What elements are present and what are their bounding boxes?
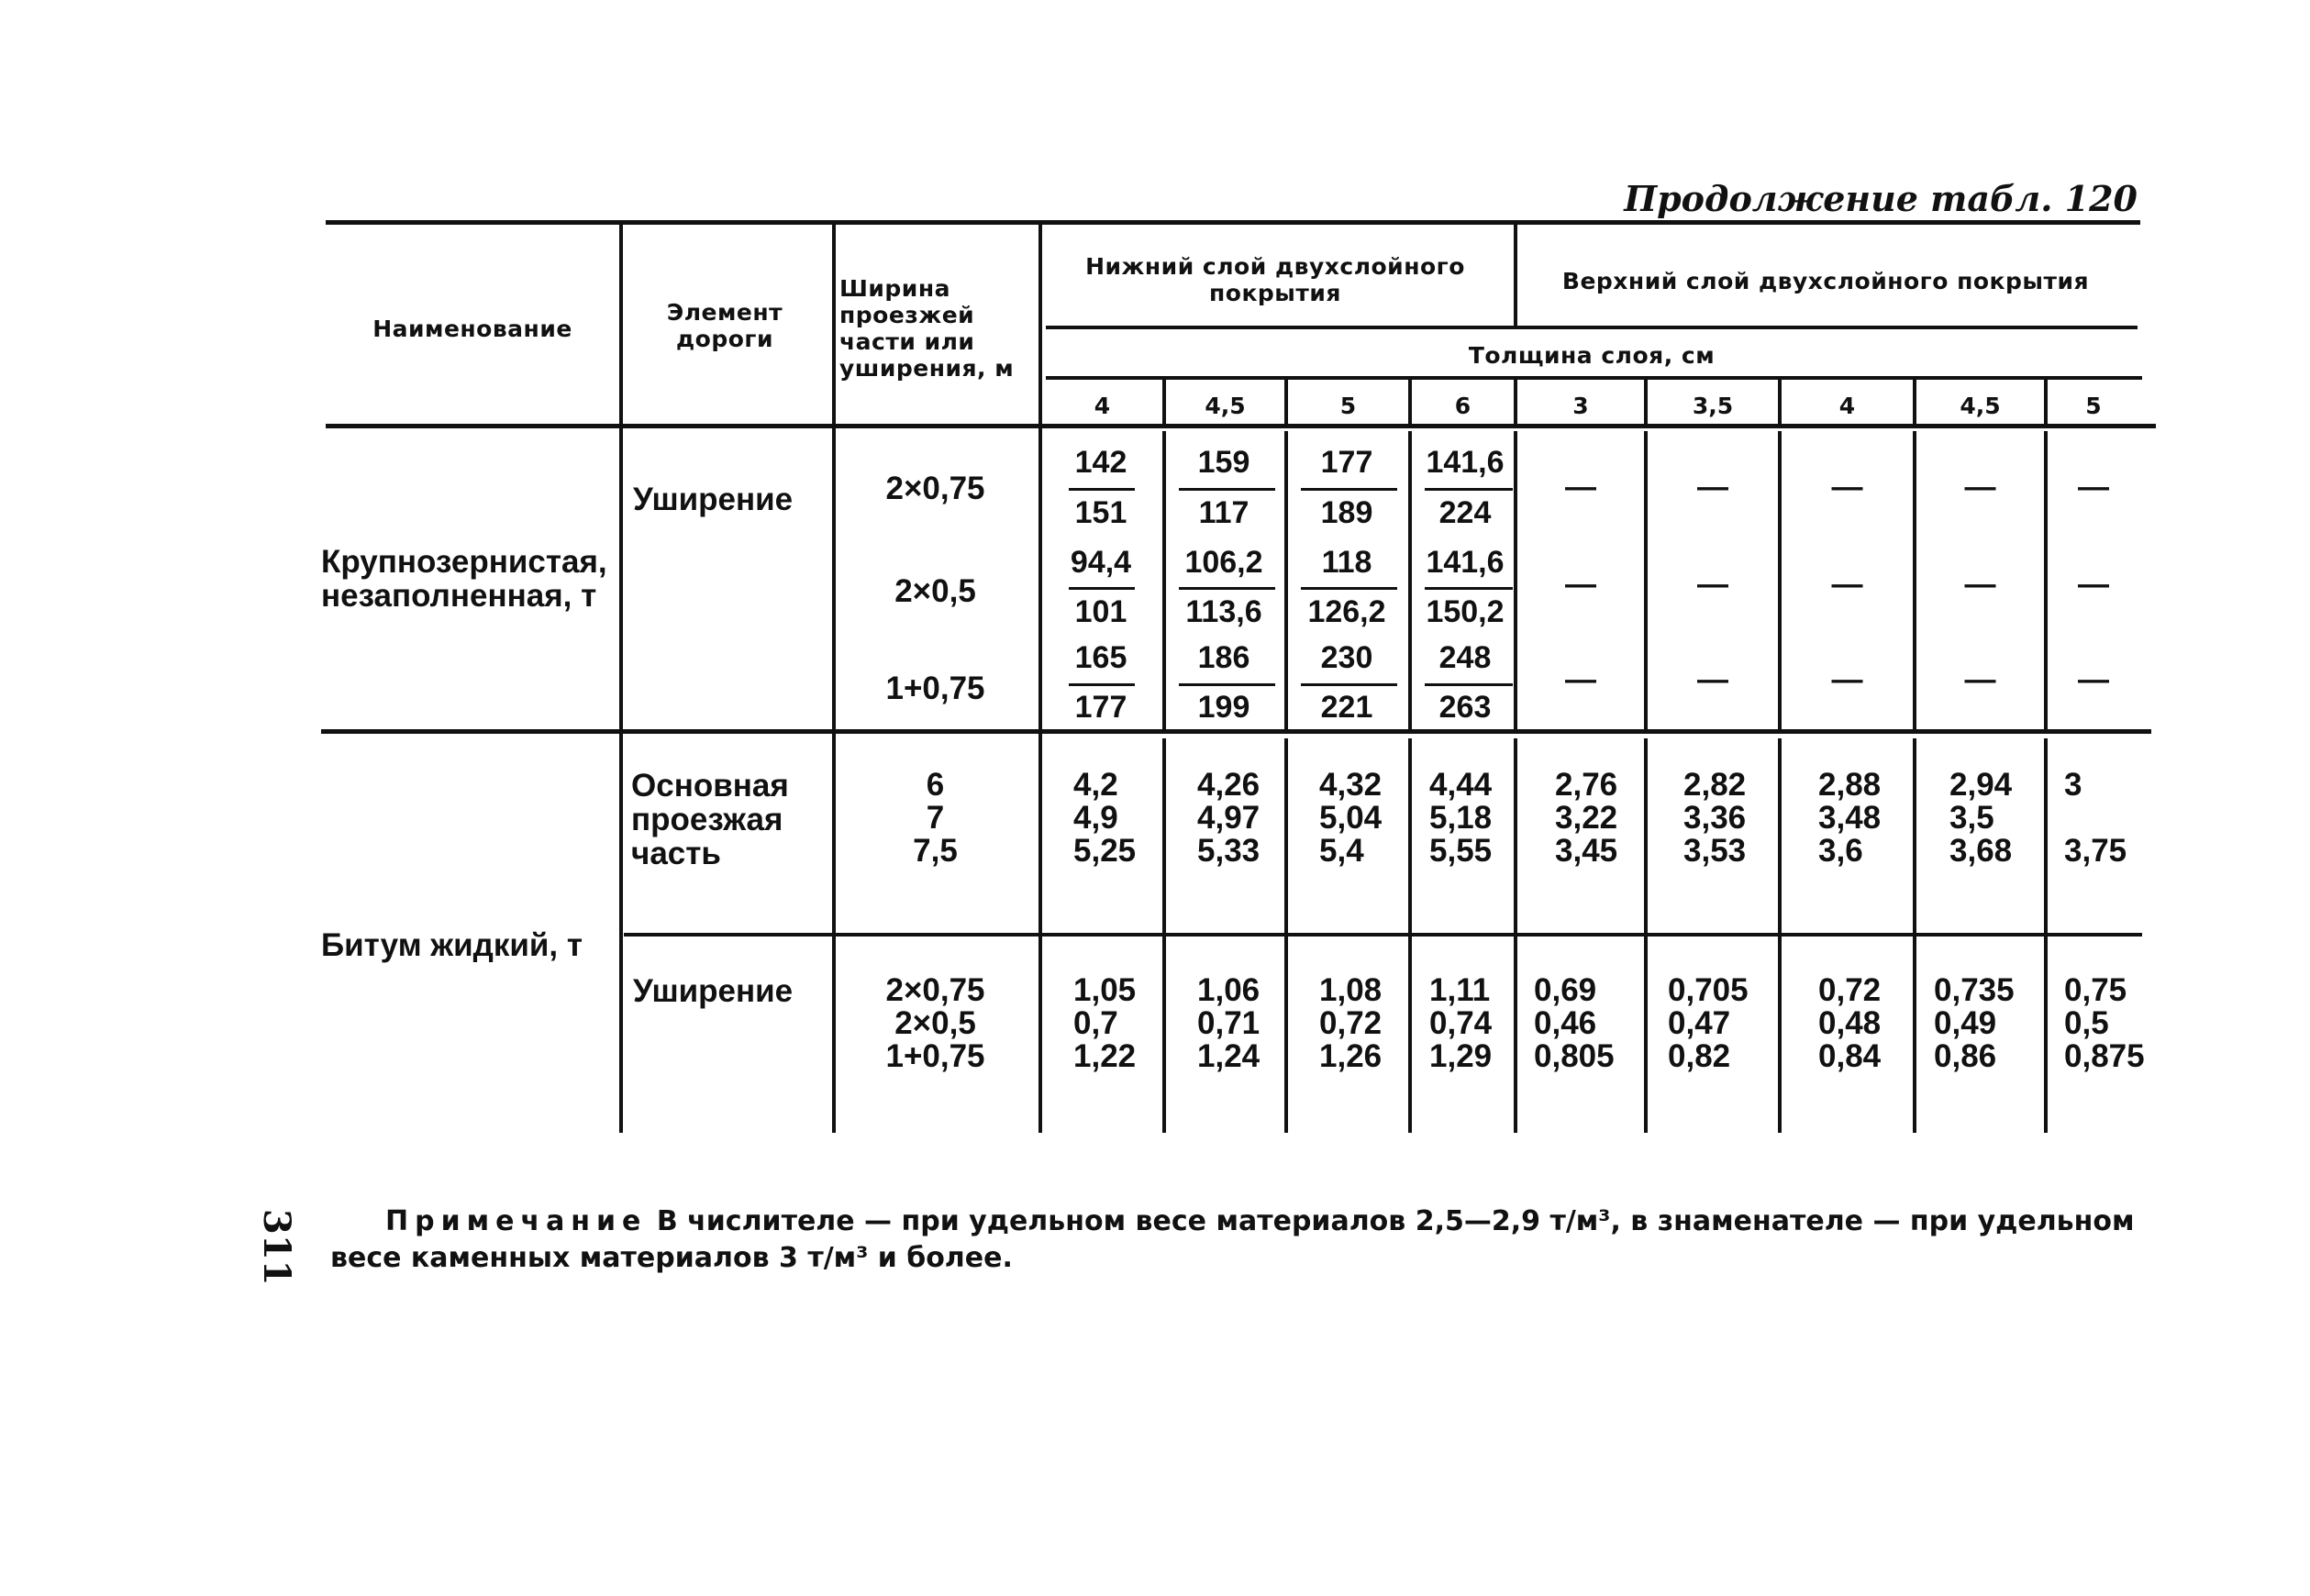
numerator: 177 — [1320, 445, 1373, 480]
denominator: 126,2 — [1307, 594, 1386, 629]
footnote-title: Примечание — [385, 1205, 648, 1237]
fraction-line — [1179, 587, 1275, 590]
lower-layer-divider-rule — [1046, 326, 2138, 329]
dash-cell: — — [1964, 470, 1996, 504]
value-cell: 0,69 0,46 0,805 — [1534, 972, 1615, 1074]
column-rule — [832, 225, 836, 729]
section-divider-rule — [321, 729, 2151, 734]
denominator: 199 — [1197, 690, 1250, 725]
header-width: Ширина проезжей части или уширения, м — [839, 275, 1015, 382]
row-width: 2×0,75 2×0,5 1+0,75 — [885, 972, 985, 1074]
column-rule — [1778, 738, 1782, 1133]
column-rule — [1913, 431, 1916, 729]
column-rule — [1514, 738, 1517, 1133]
thickness-value: 4,5 — [1205, 393, 1246, 419]
fraction-line — [1069, 683, 1135, 686]
column-rule — [1913, 738, 1916, 1133]
dash-cell: — — [1697, 470, 1728, 504]
column-rule — [619, 734, 623, 1133]
denominator: 189 — [1320, 495, 1373, 530]
dash-cell: — — [2078, 470, 2109, 504]
column-rule — [1644, 738, 1648, 1133]
fraction-line — [1425, 587, 1513, 590]
fraction-line — [1069, 587, 1135, 590]
dash-cell: — — [1964, 662, 1996, 697]
numerator: 141,6 — [1426, 445, 1505, 480]
value-cell: 0,705 0,47 0,82 — [1668, 972, 1749, 1074]
value-cell: 1,05 0,7 1,22 — [1073, 972, 1137, 1074]
denominator: 263 — [1438, 690, 1492, 725]
table-caption: Продолжение табл. 120 — [1624, 178, 2138, 219]
thickness-value: 3,5 — [1692, 393, 1734, 419]
value-cell: 2,76 3,22 3,45 — [1555, 767, 1618, 869]
value-cell: 0,735 0,49 0,86 — [1934, 972, 2015, 1074]
header-name: Наименование — [372, 316, 572, 342]
column-rule — [1162, 738, 1166, 1133]
thickness-value: 3 — [1572, 393, 1589, 419]
numerator: 230 — [1320, 640, 1373, 675]
value-cell: 1,08 0,72 1,26 — [1319, 972, 1383, 1074]
value-cell: 1,11 0,74 1,29 — [1429, 972, 1493, 1074]
dash-cell: — — [1697, 567, 1728, 602]
row-element: Основная проезжая часть — [631, 768, 789, 871]
numerator: 142 — [1074, 445, 1127, 480]
denominator: 221 — [1320, 690, 1373, 725]
thickness-value: 5 — [1339, 393, 1357, 419]
column-rule — [1514, 225, 1517, 326]
denominator: 150,2 — [1426, 594, 1505, 629]
dash-cell: — — [1565, 662, 1596, 697]
denominator: 101 — [1074, 594, 1127, 629]
dash-cell: — — [2078, 662, 2109, 697]
row-element: Уширение — [633, 482, 794, 517]
numerator: 159 — [1197, 445, 1250, 480]
header-bottom-rule — [326, 424, 2156, 428]
value-cell: 2,88 3,48 3,6 — [1818, 767, 1882, 869]
row-width: 6 7 7,5 — [913, 767, 958, 869]
value-cell: 2,94 3,5 3,68 — [1949, 767, 2013, 869]
value-cell: 1,06 0,71 1,24 — [1197, 972, 1261, 1074]
dash-cell: — — [1964, 567, 1996, 602]
column-rule — [1778, 431, 1782, 729]
dash-cell: — — [1565, 470, 1596, 504]
fraction-line — [1179, 488, 1275, 491]
column-rule — [1284, 431, 1288, 729]
fraction-line — [1301, 683, 1397, 686]
value-cell: 4,44 5,18 5,55 — [1429, 767, 1493, 869]
value-cell: 4,26 4,97 5,33 — [1197, 767, 1261, 869]
denominator: 113,6 — [1185, 594, 1262, 629]
column-rule — [1408, 738, 1412, 1133]
dash-cell: — — [1697, 662, 1728, 697]
column-rule — [1038, 734, 1042, 1133]
denominator: 151 — [1074, 495, 1127, 530]
thickness-value: 6 — [1454, 393, 1472, 419]
dash-cell: — — [1831, 567, 1863, 602]
row-width: 2×0,5 — [894, 573, 976, 609]
footnote — [330, 1203, 2147, 1277]
row-name: Битум жидкий, т — [321, 927, 583, 963]
denominator: 224 — [1438, 495, 1492, 530]
dash-cell: — — [1565, 567, 1596, 602]
value-cell: 2,82 3,36 3,53 — [1683, 767, 1747, 869]
thickness-value: 5 — [2085, 393, 2102, 419]
thickness-value: 4,5 — [1960, 393, 2001, 419]
table-top-rule — [326, 220, 2140, 225]
thickness-divider-rule — [1046, 376, 2142, 380]
value-cell: 4,2 4,9 5,25 — [1073, 767, 1137, 869]
value-cell: 0,72 0,48 0,84 — [1818, 972, 1882, 1074]
numerator: 248 — [1438, 640, 1492, 675]
row-element: Уширение — [633, 973, 794, 1009]
row-name-line: незаполненная, т — [321, 578, 597, 614]
numerator: 141,6 — [1426, 545, 1505, 580]
numerator: 118 — [1321, 545, 1372, 580]
thickness-value: 4 — [1094, 393, 1111, 419]
dash-cell: — — [1831, 470, 1863, 504]
column-rule — [2044, 738, 2048, 1133]
fraction-line — [1179, 683, 1275, 686]
dash-cell: — — [2078, 567, 2109, 602]
header-upper-layer: Верхний слой двухслойного покрытия — [1561, 268, 2090, 294]
footnote-text: В числителе — при удельном весе материалов 2,5—2,9 т/м³, в знаменателе — при удельном весе каменных материалов 3 т/м³ и более. — [330, 1205, 2135, 1274]
fraction-line — [1425, 683, 1513, 686]
header-thickness: Толщина слоя, см — [1468, 342, 1716, 369]
numerator: 94,4 — [1070, 545, 1132, 580]
numerator: 165 — [1074, 640, 1127, 675]
column-rule — [1284, 738, 1288, 1133]
dash-cell: — — [1831, 662, 1863, 697]
column-rule — [1644, 431, 1648, 729]
fraction-line — [1069, 488, 1135, 491]
value-cell: 0,75 0,5 0,875 — [2064, 972, 2145, 1074]
header-lower-layer: Нижний слой двухслойного покрытия — [1085, 253, 1465, 306]
numerator: 106,2 — [1184, 545, 1263, 580]
numerator: 186 — [1197, 640, 1250, 675]
fraction-line — [1425, 488, 1513, 491]
value-cell: 3 3,75 — [2064, 767, 2127, 869]
column-rule — [832, 734, 836, 1133]
column-rule — [619, 225, 623, 729]
column-rule — [1162, 431, 1166, 729]
header-element: Элемент дороги — [666, 299, 783, 352]
denominator: 177 — [1074, 690, 1127, 725]
column-rule — [1408, 431, 1412, 729]
fraction-line — [1301, 488, 1397, 491]
row-width: 1+0,75 — [885, 671, 985, 706]
thickness-value: 4 — [1838, 393, 1856, 419]
value-cell: 4,32 5,04 5,4 — [1319, 767, 1383, 869]
denominator: 117 — [1198, 495, 1249, 530]
fraction-line — [1301, 587, 1397, 590]
row-name-line: Крупнозернистая, — [321, 544, 607, 580]
row-width: 2×0,75 — [885, 471, 985, 506]
column-rule — [2044, 431, 2048, 729]
column-rule — [1038, 225, 1042, 729]
page-number: 311 — [255, 1209, 298, 1286]
